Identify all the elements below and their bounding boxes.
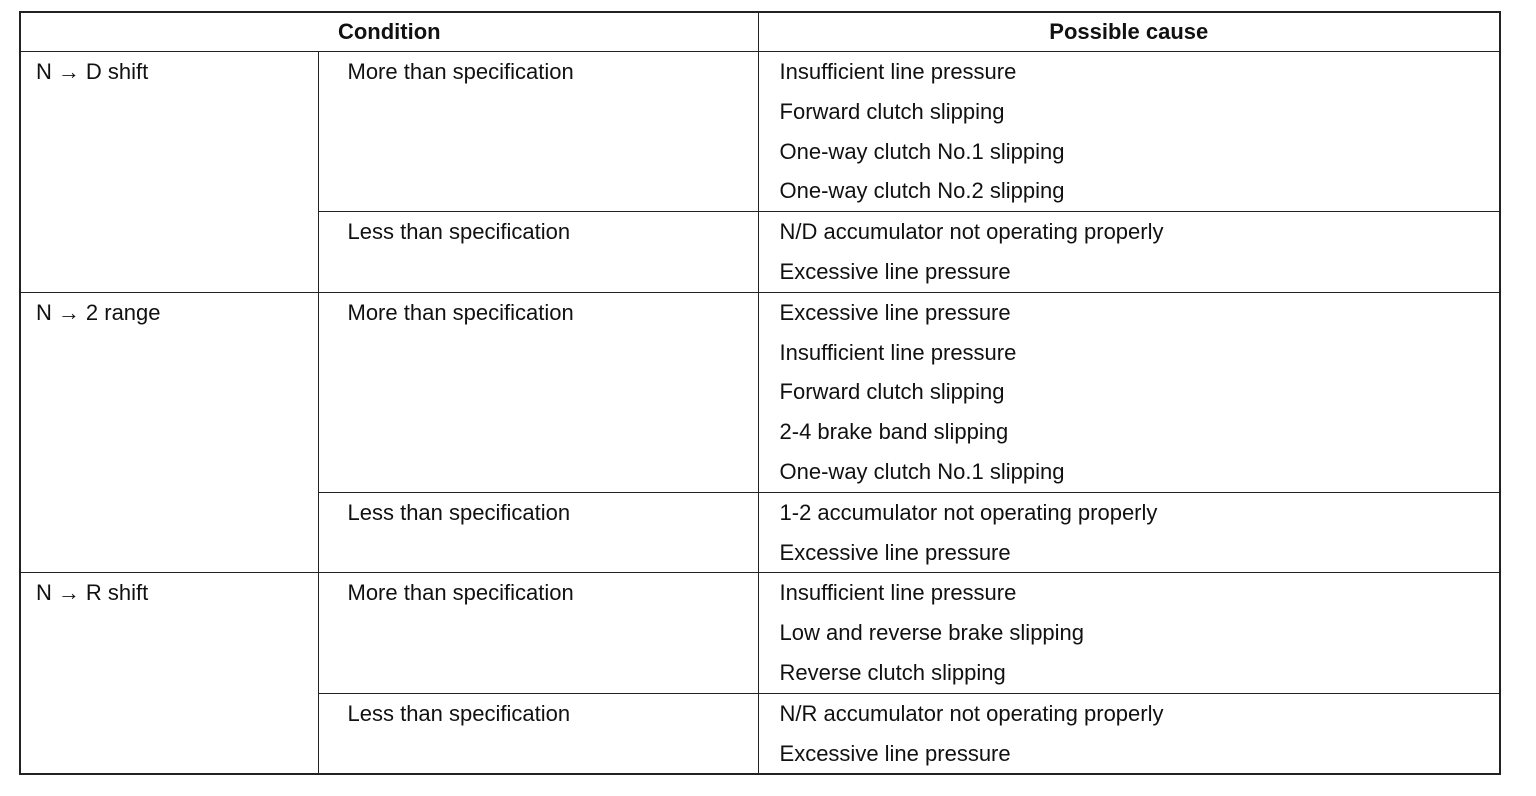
cause-item: Insufficient line pressure [779, 339, 1017, 365]
cause-item: Forward clutch slipping [779, 379, 1005, 405]
cause-item: One-way clutch No.1 slipping [779, 138, 1065, 164]
cause-cell [758, 492, 1500, 573]
cause-item: One-way clutch No.2 slipping [779, 178, 1065, 204]
cause-item: 1-2 accumulator not operating properly [779, 499, 1158, 525]
spec-label: More than specification [347, 59, 574, 84]
right-arrow-icon: → [57, 59, 80, 84]
condition-cell [20, 573, 318, 774]
right-arrow-icon: → [57, 299, 80, 325]
spec-label: Less than specification [347, 700, 571, 726]
spec-cell [318, 52, 758, 212]
spec-label: More than specification [347, 580, 574, 606]
spec-cell [318, 292, 758, 492]
cause-item: Excessive line pressure [779, 539, 1011, 565]
cause-item: Excessive line pressure [779, 258, 1011, 284]
possible-cause-header: Possible cause [758, 12, 1500, 52]
cause-item: Reverse clutch slipping [779, 659, 1006, 685]
cause-item: Excessive line pressure [779, 299, 1011, 325]
cause-item: N/D accumulator not operating properly [779, 219, 1164, 245]
spec-label: Less than specification [347, 499, 571, 525]
cause-item: One-way clutch No.1 slipping [779, 458, 1065, 484]
cause-item: 2-4 brake band slipping [779, 419, 1009, 445]
table-row [20, 573, 1500, 693]
cause-cell [758, 573, 1500, 693]
cause-cell [758, 52, 1500, 212]
spec-label: Less than specification [347, 219, 571, 245]
cause-item: Insufficient line pressure [779, 580, 1017, 606]
condition-label: N → D shift [21, 52, 318, 92]
cause-item: Low and reverse brake slipping [779, 620, 1085, 646]
right-arrow-icon: → [57, 580, 80, 606]
header-row [20, 12, 1500, 52]
condition-cell [20, 52, 318, 293]
spec-cell [318, 693, 758, 774]
spec-cell [318, 573, 758, 693]
cause-item: Forward clutch slipping [779, 98, 1005, 124]
condition-label: N → 2 range [21, 293, 318, 333]
spec-label: More than specification [347, 299, 574, 325]
cause-cell [758, 292, 1500, 492]
condition-cell [20, 292, 318, 573]
spec-cell [318, 212, 758, 293]
spec-cell [318, 492, 758, 573]
cause-item: Excessive line pressure [779, 740, 1011, 766]
condition-label: N → R shift [21, 573, 318, 613]
table-row [20, 52, 1500, 212]
diagnosis-table [19, 11, 1501, 775]
cause-item: Insufficient line pressure [779, 59, 1017, 84]
cause-item: N/R accumulator not operating properly [779, 700, 1164, 726]
cause-cell [758, 212, 1500, 293]
cause-cell [758, 693, 1500, 774]
condition-header: Condition [20, 12, 758, 52]
table-row [20, 292, 1500, 492]
